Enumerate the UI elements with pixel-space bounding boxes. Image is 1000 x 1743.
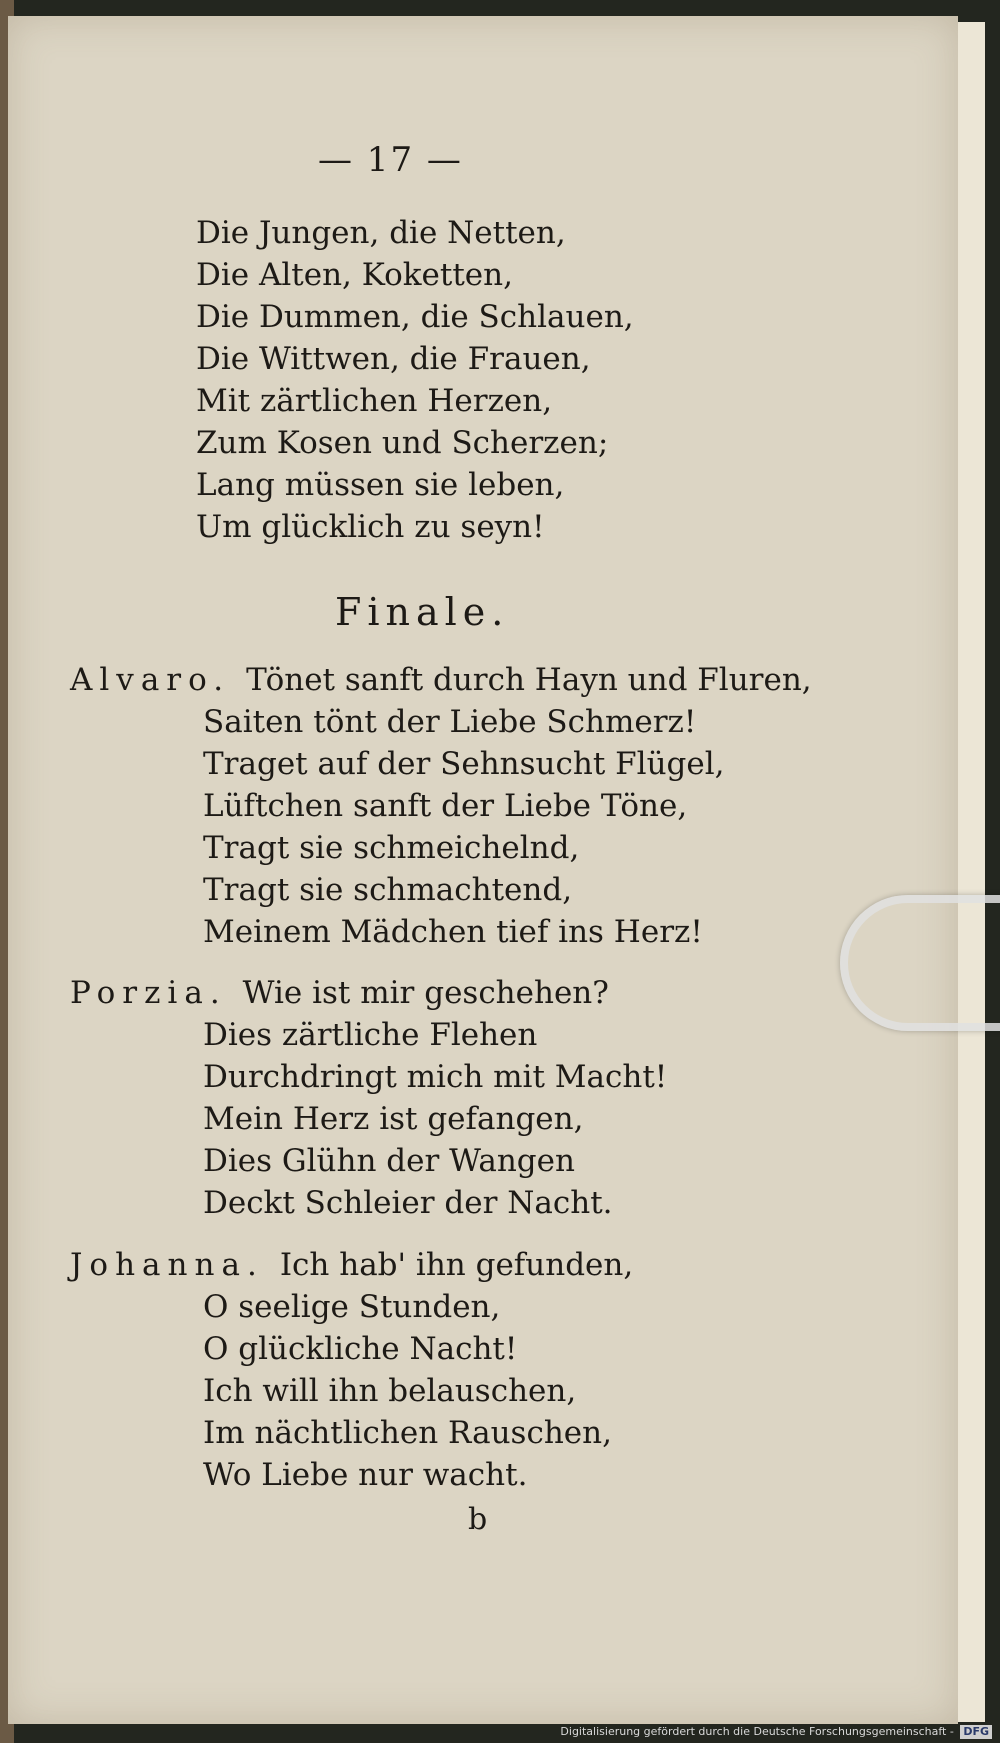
speech-line: Meinem Mädchen tief ins Herz! bbox=[203, 914, 703, 950]
speech-line: Dies Glühn der Wangen bbox=[203, 1143, 575, 1179]
page-number: — 17 — bbox=[318, 140, 463, 180]
footer-bar bbox=[0, 1720, 1000, 1743]
speech-line: Saiten tönt der Liebe Schmerz! bbox=[203, 704, 697, 740]
speech-line: O seelige Stunden, bbox=[203, 1289, 501, 1325]
speech-line: Tragt sie schmachtend, bbox=[203, 872, 573, 908]
verse-line: Mit zärtlichen Herzen, bbox=[196, 383, 553, 419]
speech-line: O glückliche Nacht! bbox=[203, 1331, 518, 1367]
speech-line: Dies zärtliche Flehen bbox=[203, 1017, 538, 1053]
speech-line: Im nächtlichen Rauschen, bbox=[203, 1415, 612, 1451]
speech-line: Ich will ihn belauschen, bbox=[203, 1373, 577, 1409]
speech-line: Durchdringt mich mit Macht! bbox=[203, 1059, 668, 1095]
speaker-name: Porzia. bbox=[70, 975, 227, 1011]
speech-line: Traget auf der Sehnsucht Flügel, bbox=[203, 746, 725, 782]
verse-line: Um glücklich zu seyn! bbox=[196, 509, 545, 545]
footer-text: Digitalisierung gefördert durch die Deutsche Forschungsgemeinschaft - bbox=[560, 1725, 954, 1738]
speech-line: Deckt Schleier der Nacht. bbox=[203, 1185, 613, 1221]
speech-line: Lüftchen sanft der Liebe Töne, bbox=[203, 788, 688, 824]
speech-line: Wo Liebe nur wacht. bbox=[203, 1457, 528, 1493]
speech-text: Ich hab' ihn gefunden, bbox=[279, 1247, 634, 1283]
verse-line: Die Alten, Koketten, bbox=[196, 257, 513, 293]
speech-first-line bbox=[70, 975, 609, 1011]
page-edge bbox=[955, 22, 985, 1722]
speech-line: Mein Herz ist gefangen, bbox=[203, 1101, 584, 1137]
verse-line: Die Jungen, die Netten, bbox=[196, 215, 566, 251]
verse-line: Die Dummen, die Schlauen, bbox=[196, 299, 634, 335]
verse-line: Zum Kosen und Scherzen; bbox=[196, 425, 609, 461]
verse-line: Die Wittwen, die Frauen, bbox=[196, 341, 591, 377]
signature-mark: b bbox=[468, 1502, 488, 1537]
section-heading: Finale. bbox=[335, 590, 510, 634]
speech-text: Tönet sanft durch Hayn und Fluren, bbox=[246, 662, 812, 698]
speech-text: Wie ist mir geschehen? bbox=[242, 975, 609, 1011]
dfg-logo: DFG bbox=[960, 1725, 992, 1739]
verse-line: Lang müssen sie leben, bbox=[196, 467, 565, 503]
speaker-name: Alvaro. bbox=[70, 662, 231, 698]
speaker-name: Johanna. bbox=[70, 1247, 264, 1283]
speech-first-line bbox=[70, 1247, 633, 1283]
speech-line: Tragt sie schmeichelnd, bbox=[203, 830, 580, 866]
speech-first-line bbox=[70, 662, 812, 698]
paper-clip bbox=[840, 895, 1000, 1031]
